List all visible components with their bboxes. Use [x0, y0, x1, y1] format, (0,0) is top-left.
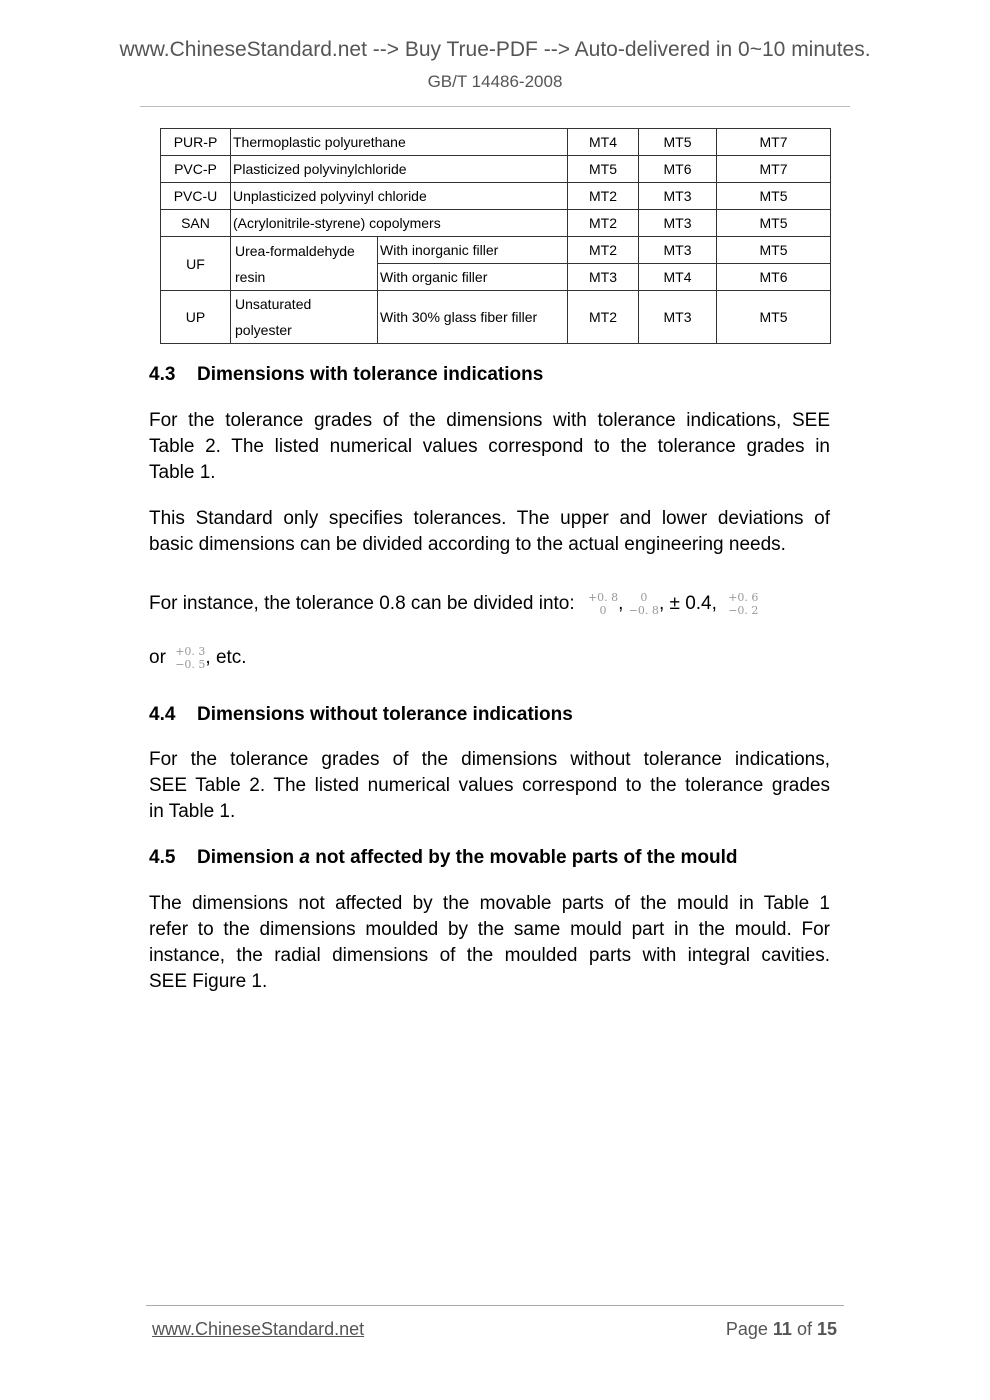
paragraph: [149, 408, 830, 486]
grade-cell: MT2: [568, 210, 639, 237]
table-row: [161, 237, 831, 264]
section-number: 4.3: [149, 364, 176, 385]
text-line: SEE Table 2. The listed numerical values correspond to the tolerance grades: [149, 775, 830, 796]
material-code: PVC-P: [161, 156, 231, 183]
tolerance-grade-table: [160, 128, 831, 344]
grade-cell: MT6: [639, 156, 717, 183]
paragraph: [149, 506, 830, 558]
table-row: [161, 156, 831, 183]
section-title: Dimensions with tolerance indications: [197, 364, 544, 385]
grade-cell: MT5: [717, 291, 831, 344]
upper-deviation: +0. 3: [175, 644, 206, 658]
table-row: [161, 210, 831, 237]
text-line: refer to the dimensions moulded by the same mould part in the mould. For: [149, 919, 830, 940]
material-name-line: resin: [235, 268, 266, 285]
material-name: Unplasticized polyvinyl chloride: [231, 183, 568, 210]
total-page-count: 15: [816, 1319, 837, 1339]
footer-divider: [146, 1305, 844, 1306]
paragraph: [149, 891, 830, 995]
material-code: PUR-P: [161, 129, 231, 156]
grade-cell: MT5: [717, 237, 831, 264]
page-indicator: [726, 1319, 837, 1340]
lower-deviation: −0. 8: [628, 603, 659, 617]
grade-cell: MT7: [717, 156, 831, 183]
material-code: PVC-U: [161, 183, 231, 210]
tolerance-fraction: [175, 645, 205, 671]
grade-cell: MT7: [717, 129, 831, 156]
text-line: or: [149, 647, 166, 668]
separator: , ± 0.4,: [658, 593, 717, 614]
lower-deviation: −0. 5: [175, 657, 206, 671]
section-title: Dimension: [197, 847, 300, 868]
filler-type: With 30% glass fiber filler: [378, 291, 568, 344]
material-name-line: polyester: [235, 322, 292, 338]
grade-cell: MT3: [639, 183, 717, 210]
grade-cell: MT6: [717, 264, 831, 291]
section-title: Dimensions without tolerance indications: [197, 704, 573, 725]
text-line: For the tolerance grades of the dimensions with tolerance indications, SEE: [149, 410, 830, 431]
tolerance-example-line: [149, 586, 830, 622]
material-name-line: Urea-formaldehyde: [235, 242, 355, 259]
grade-cell: MT3: [639, 291, 717, 344]
upper-deviation: +0. 8: [587, 590, 619, 604]
text-line: This Standard only specifies tolerances. The upper and lower deviations of: [149, 508, 830, 529]
tolerance-fraction: [629, 591, 659, 617]
material-name: Thermoplastic polyurethane: [231, 129, 568, 156]
text-line: For instance, the tolerance 0.8 can be divided into:: [149, 593, 575, 614]
header-banner: www.ChineseStandard.net --> Buy True-PDF --> Auto-delivered in 0~10 minutes.: [119, 38, 871, 61]
material-name-line: Unsaturated: [235, 296, 312, 312]
tolerance-fraction: [728, 591, 758, 617]
text-line: The dimensions not affected by the movable parts of the mould in Table 1: [149, 893, 830, 914]
grade-cell: MT4: [568, 129, 639, 156]
lower-deviation: −0. 2: [728, 603, 759, 617]
section-number: 4.5: [149, 847, 176, 868]
grade-cell: MT5: [717, 210, 831, 237]
grade-cell: MT5: [717, 183, 831, 210]
section-heading-4-5: [149, 847, 738, 869]
upper-deviation: +0. 6: [728, 590, 759, 604]
section-title-italic: a: [299, 847, 310, 868]
table-row: [161, 129, 831, 156]
page-label: Page: [725, 1319, 768, 1339]
section-number: 4.4: [149, 704, 176, 725]
text-line: instance, the radial dimensions of the moulded parts with integral cavities.: [149, 945, 830, 966]
material-code: SAN: [161, 210, 231, 237]
tolerance-example-line: [149, 640, 830, 676]
grade-cell: MT2: [568, 183, 639, 210]
grade-cell: MT3: [639, 237, 717, 264]
material-name: [231, 237, 378, 291]
text-line: , etc.: [205, 647, 247, 668]
grade-cell: MT4: [639, 264, 717, 291]
text-line: in Table 1.: [149, 801, 236, 822]
material-code: UP: [161, 291, 231, 344]
text-line: Table 2. The listed numerical values correspond to the tolerance grades in: [149, 436, 830, 457]
lower-deviation: 0: [599, 603, 607, 617]
grade-cell: MT5: [639, 129, 717, 156]
of-label: of: [796, 1319, 812, 1339]
tolerance-fraction: [588, 591, 618, 617]
document-id: GB/T 14486-2008: [427, 72, 563, 91]
table-row: [161, 291, 831, 344]
text-line: Table 1.: [149, 462, 216, 483]
current-page-number: 11: [772, 1319, 792, 1339]
section-heading-4-4: [149, 704, 573, 726]
filler-type: With inorganic filler: [378, 237, 568, 264]
grade-cell: MT5: [568, 156, 639, 183]
footer-website-link[interactable]: www.ChineseStandard.net: [152, 1319, 365, 1339]
separator: ,: [618, 593, 624, 614]
grade-cell: MT3: [639, 210, 717, 237]
material-name: (Acrylonitrile-styrene) copolymers: [231, 210, 568, 237]
header-divider: [140, 106, 850, 107]
text-line: basic dimensions can be divided according to the actual engineering needs.: [149, 534, 786, 555]
text-line: SEE Figure 1.: [149, 971, 268, 992]
filler-type: With organic filler: [378, 264, 568, 291]
grade-cell: MT2: [568, 237, 639, 264]
text-line: For the tolerance grades of the dimensions without tolerance indications,: [149, 749, 830, 770]
material-name: [231, 291, 378, 344]
upper-deviation: 0: [640, 590, 648, 604]
section-title: not affected by the movable parts of the mould: [309, 847, 738, 868]
grade-cell: MT3: [568, 264, 639, 291]
section-heading-4-3: [149, 364, 543, 386]
table-row: [161, 183, 831, 210]
paragraph: [149, 747, 830, 825]
grade-cell: MT2: [568, 291, 639, 344]
material-name: Plasticized polyvinylchloride: [231, 156, 568, 183]
material-code: UF: [161, 237, 231, 291]
